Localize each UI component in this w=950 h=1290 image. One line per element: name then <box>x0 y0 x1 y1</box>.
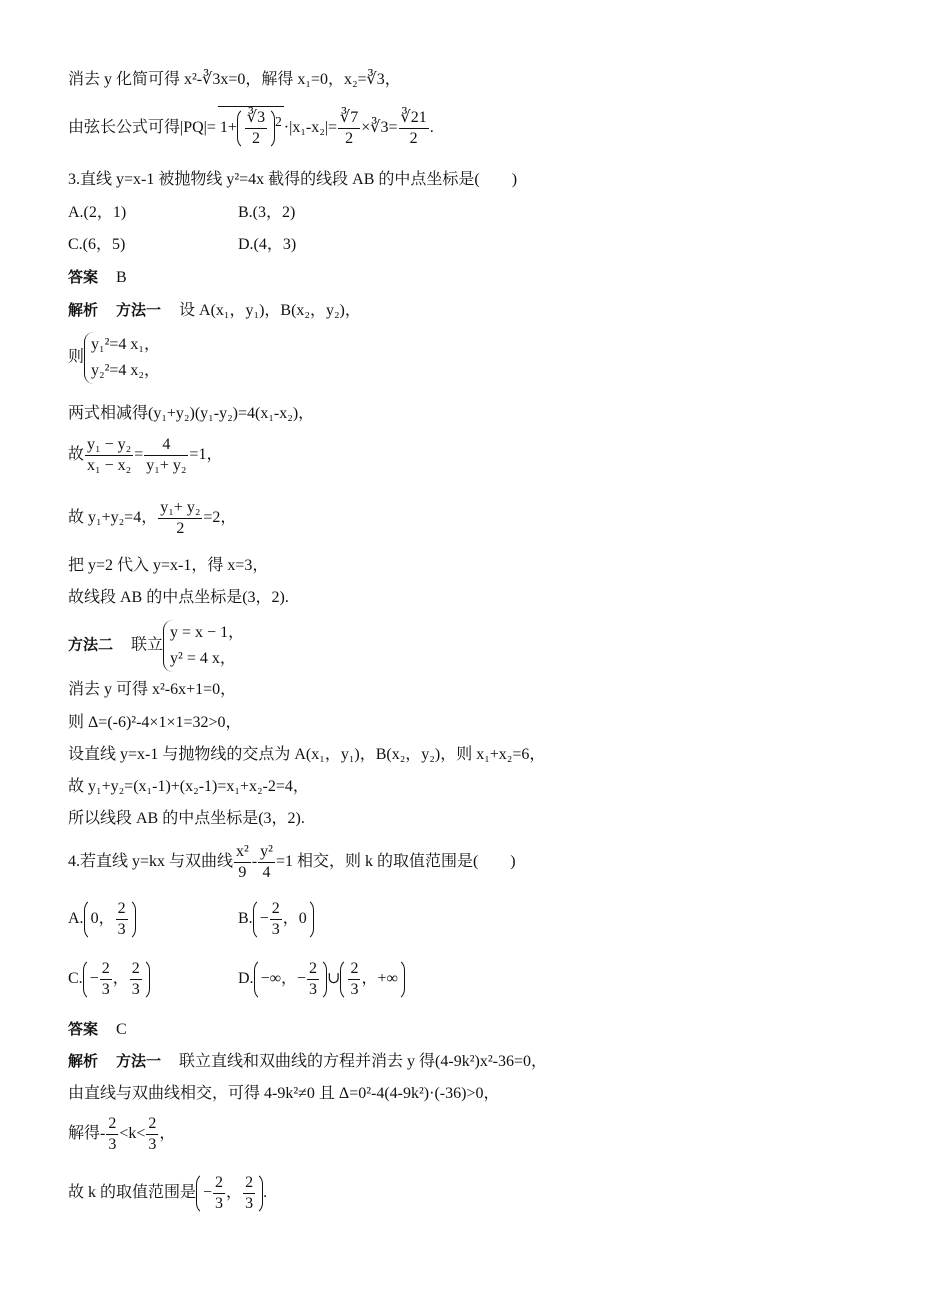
frac-den: 2 <box>345 130 354 147</box>
text: B. <box>238 910 253 928</box>
analysis-label: 解析 <box>68 1052 99 1070</box>
question-3: 3.直线 y=x-1 被抛物线 y²=4x 截得的线段 AB 的中点坐标是( ) <box>68 171 518 188</box>
frac-num: 2 <box>130 959 142 980</box>
text: 联立直线和双曲线的方程并消去 y 得(4-9k²)x²-36=0， <box>179 1053 547 1070</box>
text-line: 由直线与双曲线相交，可得 4-9k²≠0 且 Δ=0²-4(4-9k²)·(-36)>0， <box>68 1085 500 1102</box>
frac-num: 2 <box>106 1114 118 1135</box>
equation-system <box>68 332 160 384</box>
frac-num: 2 <box>213 1173 225 1194</box>
text-line: 把 y=2 代入 y=x-1，得 x=3， <box>68 557 269 574</box>
analysis-label: 解析 <box>68 301 99 319</box>
frac-den: 2 <box>252 130 261 147</box>
fraction-line <box>68 435 222 476</box>
frac-num: 2 <box>243 1173 255 1194</box>
frac-num: 2 <box>307 959 319 980</box>
text: 则 <box>68 348 85 366</box>
system-eq-2: y₂²=4 x₂， <box>91 362 160 379</box>
question-4 <box>68 842 516 883</box>
text: ∪ <box>327 970 341 988</box>
text: 故 y₁+y₂=4， <box>68 509 158 527</box>
frac-num: 2 <box>348 959 360 980</box>
text: =1 相交，则 k 的取值范围是( ) <box>275 853 516 871</box>
text: ， <box>226 1184 243 1202</box>
text: 4.若直线 y=kx 与双曲线 <box>68 853 234 871</box>
frac-num: ∛3 <box>245 108 267 129</box>
system-eq-1: y = x − 1， <box>170 624 245 641</box>
text: −∞，− <box>260 970 307 988</box>
text: A. <box>68 910 84 928</box>
frac-num: y² <box>258 842 275 863</box>
answer-label: 答案 <box>68 1020 99 1038</box>
answer-line <box>68 1019 127 1040</box>
text-line: 故 y₁+y₂=(x₁-1)+(x₂-1)=x₁+x₂-2=4， <box>68 778 309 795</box>
frac-den: 3 <box>101 981 110 998</box>
text: ， <box>112 970 129 988</box>
frac-num: 2 <box>270 899 282 920</box>
frac-den: 2 <box>176 520 185 537</box>
answer-label: 答案 <box>68 268 99 286</box>
text: ，0 <box>282 910 307 928</box>
frac-num: y₁+ y₂ <box>158 498 202 519</box>
frac-den: x₁ − x₂ <box>87 457 132 474</box>
frac-den: 3 <box>131 981 140 998</box>
fraction-line <box>68 1172 267 1215</box>
text: =1， <box>189 446 223 464</box>
text: ×∛3= <box>361 119 398 137</box>
text-line: 所以线段 AB 的中点坐标是(3，2). <box>68 810 305 827</box>
text: 联立 <box>131 636 164 654</box>
method-label: 方法二 <box>68 635 114 654</box>
frac-num: 2 <box>116 899 128 920</box>
frac-num: 2 <box>146 1114 158 1135</box>
text: 解得- <box>68 1125 106 1143</box>
option-b: B.(3，2) <box>238 204 296 221</box>
text: = <box>134 446 144 464</box>
method-label: 方法一 <box>116 1052 162 1070</box>
text-line: 则 Δ=(-6)²-4×1×1=32>0， <box>68 714 242 731</box>
system-eq-1: y₁²=4 x₁， <box>91 336 160 353</box>
text: 设 A(x₁，y₁)，B(x₂，y₂)， <box>179 302 361 319</box>
frac-num: ∛21 <box>399 108 429 129</box>
fraction-line <box>68 1114 175 1155</box>
frac-num: x² <box>234 842 251 863</box>
text: − <box>259 910 269 928</box>
text: <k< <box>119 1125 146 1143</box>
sqrt-expression: 1+ $\frac{∛3}{2}$ $^2$ <box>218 106 284 150</box>
frac-den: 3 <box>117 921 126 938</box>
frac-den: 3 <box>271 921 280 938</box>
text: − <box>203 1184 213 1202</box>
text: 故 k 的取值范围是 <box>68 1184 197 1202</box>
text: . <box>429 119 434 137</box>
frac-den: 3 <box>108 1136 117 1153</box>
text: 1+ <box>219 119 237 137</box>
frac-num: ∛7 <box>338 108 360 129</box>
chord-length-line <box>68 106 434 150</box>
text: D. <box>238 970 254 988</box>
frac-num: 4 <box>144 435 188 456</box>
method-label: 方法一 <box>116 301 162 319</box>
frac-den: 4 <box>262 864 271 881</box>
text: ·|x₁-x₂|= <box>283 119 338 137</box>
option-b <box>238 898 314 941</box>
text: =2， <box>203 509 237 527</box>
text-line: 消去 y 可得 x²-6x+1=0， <box>68 681 237 698</box>
frac-den: 2 <box>409 130 418 147</box>
frac-den: y₁+ y₂ <box>146 457 187 474</box>
answer-line <box>68 267 127 288</box>
option-d <box>238 958 405 1001</box>
frac-den: 3 <box>148 1136 157 1153</box>
text: ， <box>159 1125 176 1143</box>
text: C. <box>68 970 83 988</box>
frac-num: y₁ − y₂ <box>85 435 133 456</box>
analysis-line <box>68 1051 547 1072</box>
text: − <box>89 970 99 988</box>
frac-num: 2 <box>100 959 112 980</box>
method-two-line <box>68 620 244 672</box>
frac-den: 9 <box>238 864 247 881</box>
option-c <box>68 958 150 1001</box>
analysis-line <box>68 300 361 321</box>
option-c: C.(6，5) <box>68 236 126 253</box>
text: . <box>263 1184 268 1202</box>
text-line: 故线段 AB 的中点坐标是(3，2). <box>68 589 289 606</box>
text-line: 消去 y 化简可得 x²-∛3x=0，解得 x₁=0，x₂=∛3， <box>68 71 401 88</box>
frac-den: 3 <box>350 981 359 998</box>
frac-den: 3 <box>215 1195 224 1212</box>
option-a: A.(2，1) <box>68 204 127 221</box>
frac-den: 3 <box>309 981 318 998</box>
text-line: 设直线 y=x-1 与抛物线的交点为 A(x₁，y₁)，B(x₂，y₂)，则 x₁+x₂=6， <box>68 746 546 763</box>
text: ，+∞ <box>361 970 398 988</box>
system-eq-2: y² = 4 x， <box>170 650 236 667</box>
text-line: 两式相减得(y₁+y₂)(y₁-y₂)=4(x₁-x₂)， <box>68 405 315 422</box>
text: - <box>251 853 258 871</box>
text: 故 <box>68 446 85 464</box>
option-d: D.(4，3) <box>238 236 297 253</box>
answer-value: B <box>116 269 127 286</box>
option-a <box>68 898 136 941</box>
fraction-line <box>68 498 236 539</box>
text: 由弦长公式可得|PQ|= <box>68 119 216 137</box>
answer-value: C <box>116 1021 127 1038</box>
frac-den: 3 <box>245 1195 254 1212</box>
text: 0， <box>90 910 115 928</box>
